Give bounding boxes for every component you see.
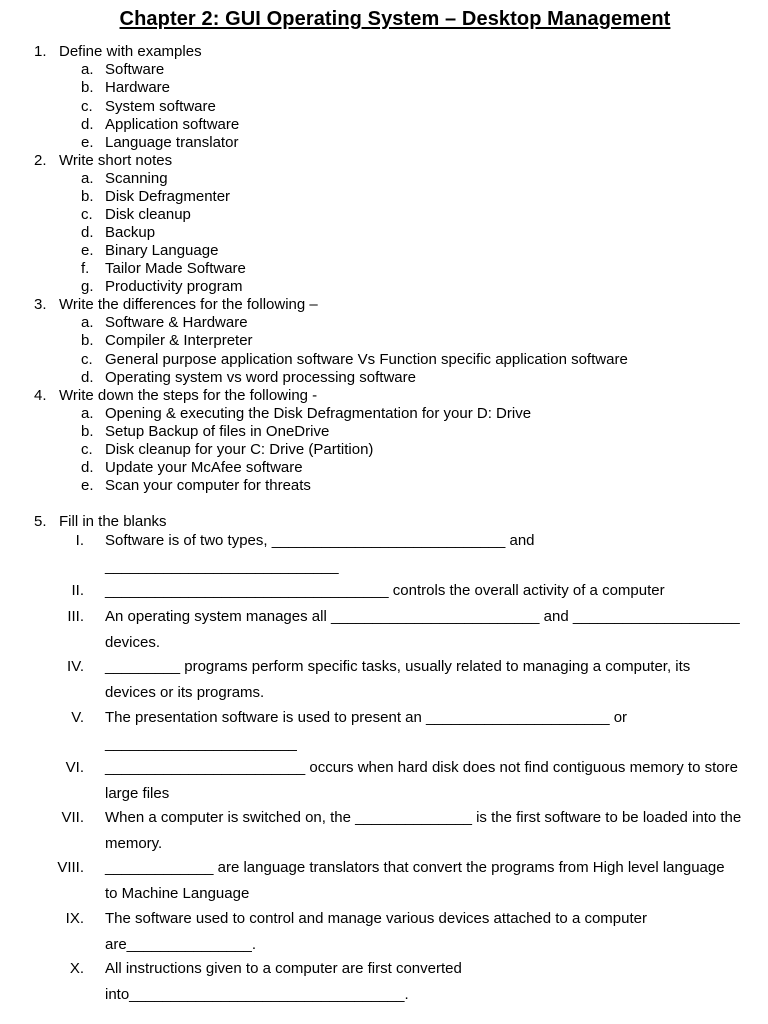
blank-line-2: devices or its programs.	[105, 684, 265, 701]
item-letter: d.	[81, 224, 94, 241]
item-letter: a.	[81, 170, 94, 187]
item-letter: c.	[81, 351, 93, 368]
blank-line-1: The presentation software is used to present an ______________________ or	[105, 709, 628, 726]
item-text: Language translator	[105, 134, 239, 151]
blank-line-1: Software is of two types, ____________________________ and	[105, 532, 535, 549]
blank-line-2: large files	[105, 785, 170, 802]
question-text: Define with examples	[59, 43, 202, 60]
item-text: System software	[105, 98, 216, 115]
item-letter: e.	[81, 134, 94, 151]
item-text: Compiler & Interpreter	[105, 332, 253, 349]
item-text: General purpose application software Vs Function specific application software	[105, 351, 628, 368]
item-letter: d.	[81, 116, 94, 133]
item-letter: b.	[81, 79, 94, 96]
blank-line-2: _______________________	[105, 735, 297, 752]
item-text: Tailor Made Software	[105, 260, 246, 277]
roman-numeral: I.	[75, 532, 84, 549]
roman-numeral: IX.	[65, 910, 84, 927]
item-letter: d.	[81, 459, 94, 476]
item-text: Disk cleanup	[105, 206, 191, 223]
question-text: Write short notes	[59, 152, 173, 169]
blank-line-1: The software used to control and manage various devices attached to a computer	[105, 910, 647, 927]
item-letter: a.	[81, 314, 94, 331]
item-text: Disk Defragmenter	[105, 188, 231, 205]
item-text: Operating system vs word processing software	[105, 369, 416, 386]
blank-line-2: devices.	[105, 634, 161, 651]
item-letter: c.	[81, 206, 93, 223]
item-text: Scan your computer for threats	[105, 477, 311, 494]
item-letter: b.	[81, 188, 94, 205]
blank-line-2: memory.	[105, 835, 163, 852]
blank-line-1: All instructions given to a computer are first converted	[105, 960, 462, 977]
question-number: 4.	[34, 387, 47, 404]
item-letter: b.	[81, 332, 94, 349]
question-text: Write the differences for the following –	[59, 296, 318, 313]
blank-line-2: into_________________________________.	[105, 986, 409, 1003]
roman-numeral: IV.	[67, 658, 84, 675]
item-letter: b.	[81, 423, 94, 440]
blank-line-1: __________________________________ controls the overall activity of a computer	[105, 582, 665, 599]
roman-numeral: V.	[71, 709, 84, 726]
page-title: Chapter 2: GUI Operating System – Desktop Management	[119, 8, 671, 30]
question-number: 2.	[34, 152, 47, 169]
question-text: Fill in the blanks	[59, 513, 167, 530]
item-letter: a.	[81, 405, 94, 422]
item-letter: f.	[81, 260, 90, 277]
item-text: Hardware	[105, 79, 171, 96]
question-text: Write down the steps for the following -	[59, 387, 318, 404]
blank-line-2: ____________________________	[105, 558, 339, 575]
question-number: 1.	[34, 43, 47, 60]
question-number: 5.	[34, 513, 47, 530]
blank-line-1: An operating system manages all _________________________ and ____________________	[105, 608, 740, 625]
item-text: Binary Language	[105, 242, 219, 259]
blank-line-2: are_______________.	[105, 936, 256, 953]
roman-numeral: VII.	[61, 809, 84, 826]
item-letter: c.	[81, 98, 93, 115]
item-text: Software	[105, 61, 165, 78]
item-letter: e.	[81, 242, 94, 259]
item-text: Software & Hardware	[105, 314, 248, 331]
roman-numeral: III.	[67, 608, 84, 625]
roman-numeral: VIII.	[57, 859, 84, 876]
blank-line-1: When a computer is switched on, the ______________ is the first software to be loaded into the	[105, 809, 742, 826]
item-text: Backup	[105, 224, 156, 241]
item-text: Productivity program	[105, 278, 243, 295]
question-number: 3.	[34, 296, 47, 313]
item-text: Update your McAfee software	[105, 459, 303, 476]
item-letter: e.	[81, 477, 94, 494]
item-text: Scanning	[105, 170, 168, 187]
item-text: Application software	[105, 116, 240, 133]
roman-numeral: VI.	[65, 759, 84, 776]
blank-line-1: ________________________ occurs when hard disk does not find contiguous memory to store	[105, 759, 738, 776]
roman-numeral: X.	[69, 960, 84, 977]
blank-line-1: _________ programs perform specific tasks, usually related to managing a computer, its	[105, 658, 691, 675]
item-text: Opening & executing the Disk Defragmentation for your D: Drive	[105, 405, 532, 422]
item-letter: g.	[81, 278, 94, 295]
item-letter: d.	[81, 369, 94, 386]
item-letter: c.	[81, 441, 93, 458]
item-text: Disk cleanup for your C: Drive (Partition)	[105, 441, 374, 458]
item-letter: a.	[81, 61, 94, 78]
item-text: Setup Backup of files in OneDrive	[105, 423, 330, 440]
blank-line-1: _____________ are language translators that convert the programs from High level language	[105, 859, 725, 876]
roman-numeral: II.	[71, 582, 84, 599]
blank-line-2: to Machine Language	[105, 885, 250, 902]
